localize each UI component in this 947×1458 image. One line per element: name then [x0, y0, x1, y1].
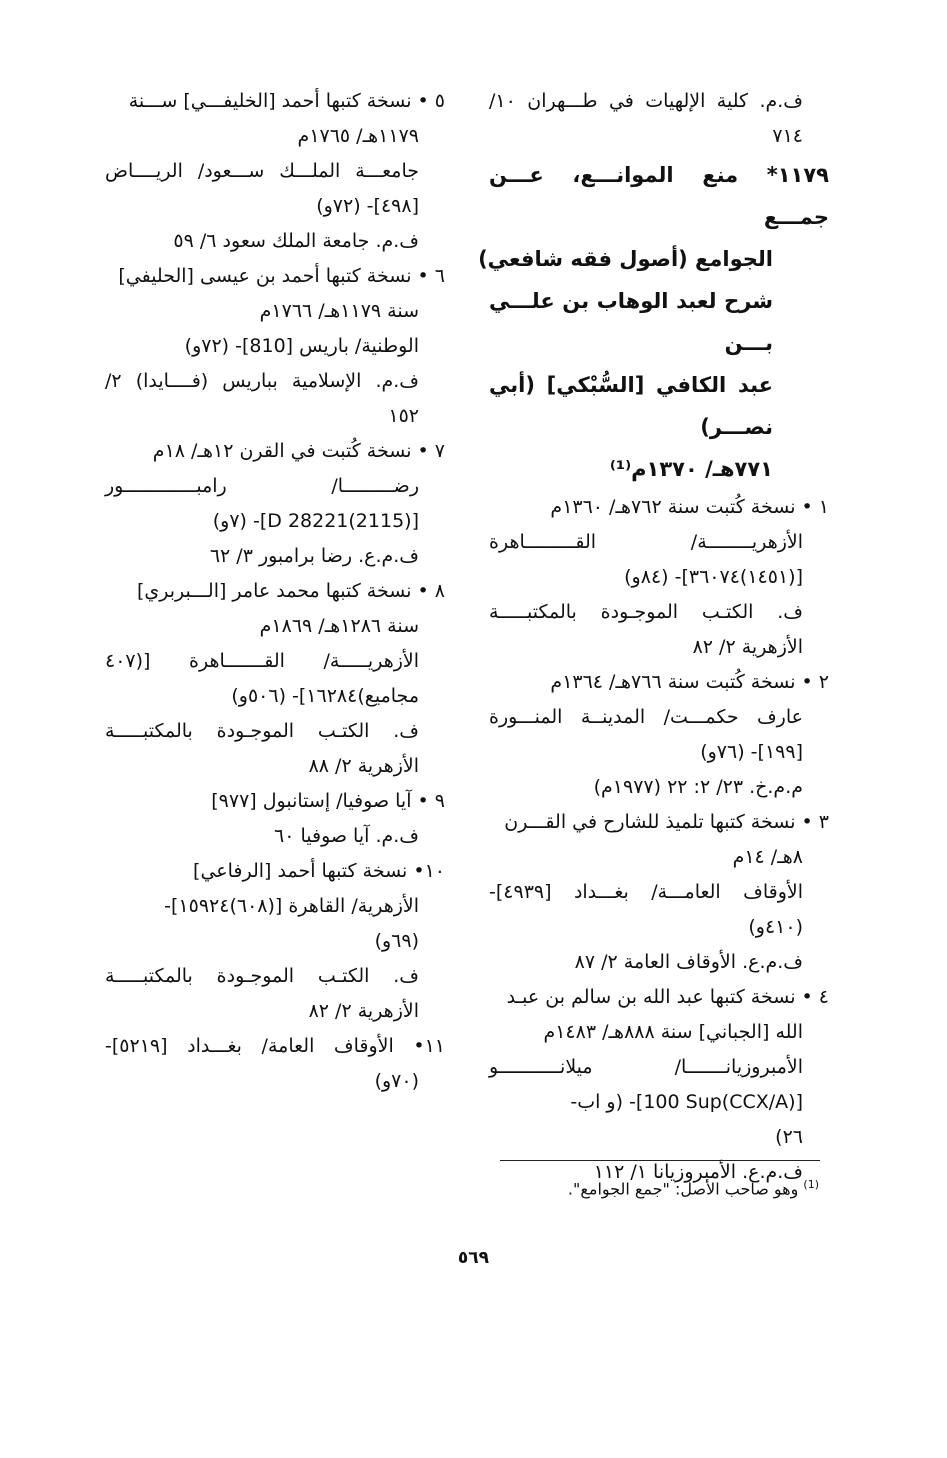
left-column	[105, 84, 445, 1099]
text-line: ف.م. كلية الإلهيات في طـــهران ١٠/	[489, 90, 803, 112]
text-line: م.م.خ. ٢٣/ ٢: ٢٢ (١٩٧٧م)	[593, 776, 803, 798]
text-line: ف.م. آيا صوفيا ٦٠	[274, 825, 419, 847]
text-line: ف.م. جامعة الملك سعود ٦/ ٥٩	[173, 230, 419, 252]
text-line: [(CCX/A)100 Sup]- (و اب-	[570, 1091, 803, 1113]
text-line: [١٩٩]- (٧٦و)	[700, 741, 803, 763]
text-line: ٨هـ/ ١٤م	[732, 846, 803, 868]
text-line: جامعـــة الملـــك ســـعود/ الريــــاض	[105, 160, 419, 182]
footnote-divider	[500, 1160, 820, 1161]
text-line: ١١٧٩هـ/ ١٧٦٥م	[297, 125, 419, 147]
text-line: الوطنية/ باريس [810]- (٧٢و)	[184, 335, 419, 357]
text-line: رضـــــــــا/ رامبـــــــــــــور	[105, 475, 419, 497]
text-line: سنة ١١٧٩هـ/ ١٧٦٦م	[259, 300, 419, 322]
text-line: ف.م.ع. الأوقاف العامة ٢/ ٨٧	[574, 951, 803, 973]
page-number: ٥٦٩	[457, 1248, 490, 1268]
text-line: [D 28221(2115)]- (٧و)	[212, 510, 419, 532]
text-line: [(١٤٥١)٣٦٠٧٤]- (٨٤و)	[624, 566, 803, 588]
text-line: الأمبروزيانـــــــا/ ميلانـــــــــــو	[489, 1056, 803, 1078]
right-column	[478, 84, 829, 1190]
text-line: ٦ • نسخة كتبها أحمد بن عيسى [الحليفي]	[118, 265, 445, 287]
text-line: الأزهرية ٢/ ٨٢	[308, 1000, 419, 1022]
text-line: ف.م.ع. الأمبروزيانا ١/ ١١٢	[593, 1161, 803, 1183]
text-line: ١٥٢	[388, 405, 419, 427]
text-line: ٢٦)	[775, 1126, 803, 1148]
text-line: ٢ • نسخة كُتبت سنة ٧٦٦هـ/ ١٣٦٤م	[550, 671, 829, 693]
text-line: مجاميع)١٦٢٨٤]- (٥٠٦و)	[231, 685, 419, 707]
entry-heading-line: شرح لعبد الوهاب بن علـــي بـــن	[489, 289, 773, 355]
text-line: (٧٠و)	[374, 1070, 419, 1092]
text-line: ٥ • نسخة كتبها أحمد [الخليفـــي] ســـنة	[128, 90, 445, 112]
text-line: ف.م. الإسلامية بباريس (فــــايدا) ٢/	[105, 370, 419, 392]
text-line: ٨ • نسخة كتبها محمد عامر [الـــبربري]	[136, 580, 445, 602]
entry-heading-line: ٧٧١هـ/ ١٣٧٠م⁽¹⁾	[609, 457, 773, 481]
text-line: عارف حكمـــت/ المدينــة المنـــورة	[489, 706, 803, 728]
text-line: ٧ • نسخة كُتبت في القرن ١٢هـ/ ١٨م	[152, 440, 445, 462]
text-line: ١ • نسخة كُتبت سنة ٧٦٢هـ/ ١٣٦٠م	[550, 496, 829, 518]
entry-heading-line: الجوامع (أصول فقه شافعي)	[478, 247, 773, 271]
text-line: الأزهريــــــــة/ القـــــــــاهرة	[489, 531, 803, 553]
text-line: ف. الكتـب الموجـودة بالمكتبـــــة	[105, 720, 419, 742]
footnote-text: وهو صاحب الأصل: "جمع الجوامع".	[567, 1179, 799, 1199]
text-line: ٩ • آيا صوفيا/ إستانبول [٩٧٧]	[211, 790, 445, 812]
text-line: ٤ • نسخة كتبها عبد الله بن سالم بن عبـد	[506, 986, 829, 1008]
text-line: (٤١٠و)	[748, 916, 803, 938]
entry-heading-line: ١١٧٩* منع الموانـــع، عـــن جمـــع	[489, 163, 829, 229]
footnote-marker: (1)	[803, 1178, 819, 1191]
text-line: ف. الكتـب الموجـودة بالمكتبـــــة	[489, 601, 803, 623]
text-line: ف. الكتـب الموجـودة بالمكتبـــــة	[105, 965, 419, 987]
text-line: ١٠• نسخة كتبها أحمد [الرفاعي]	[193, 860, 445, 882]
text-line: ف.م.ع. رضا برامبور ٣/ ٦٢	[209, 545, 419, 567]
text-line: [٤٩٨]- (٧٢و)	[316, 195, 419, 217]
text-line: ١١• الأوقاف العامة/ بغـــداد [٥٢١٩]-	[105, 1035, 445, 1057]
text-line: ٧١٤	[772, 125, 803, 147]
text-line: سنة ١٢٨٦هـ/ ١٨٦٩م	[259, 615, 419, 637]
text-line: الأزهرية ٢/ ٨٨	[308, 755, 419, 777]
text-line: الأزهريـــــة/ القـــــــاهرة [(٤٠٧	[105, 650, 419, 672]
text-line: الأزهرية ٢/ ٨٢	[692, 636, 803, 658]
footnote	[568, 1178, 819, 1198]
text-line: (٦٩و)	[374, 930, 419, 952]
text-line: ٣ • نسخة كتبها تلميذ للشارح في القـــرن	[504, 811, 829, 833]
text-line: الأوقاف العامـــة/ بغـــداد [٤٩٣٩]-	[489, 881, 803, 903]
text-line: الله [الجباني] سنة ٨٨٨هـ/ ١٤٨٣م	[543, 1021, 803, 1043]
text-line: الأزهرية/ القاهرة [(٦٠٨)١٥٩٢٤]-	[164, 895, 419, 917]
entry-heading-line: عبد الكافي [السُّبْكي] (أبي نصـــر)	[489, 373, 773, 439]
